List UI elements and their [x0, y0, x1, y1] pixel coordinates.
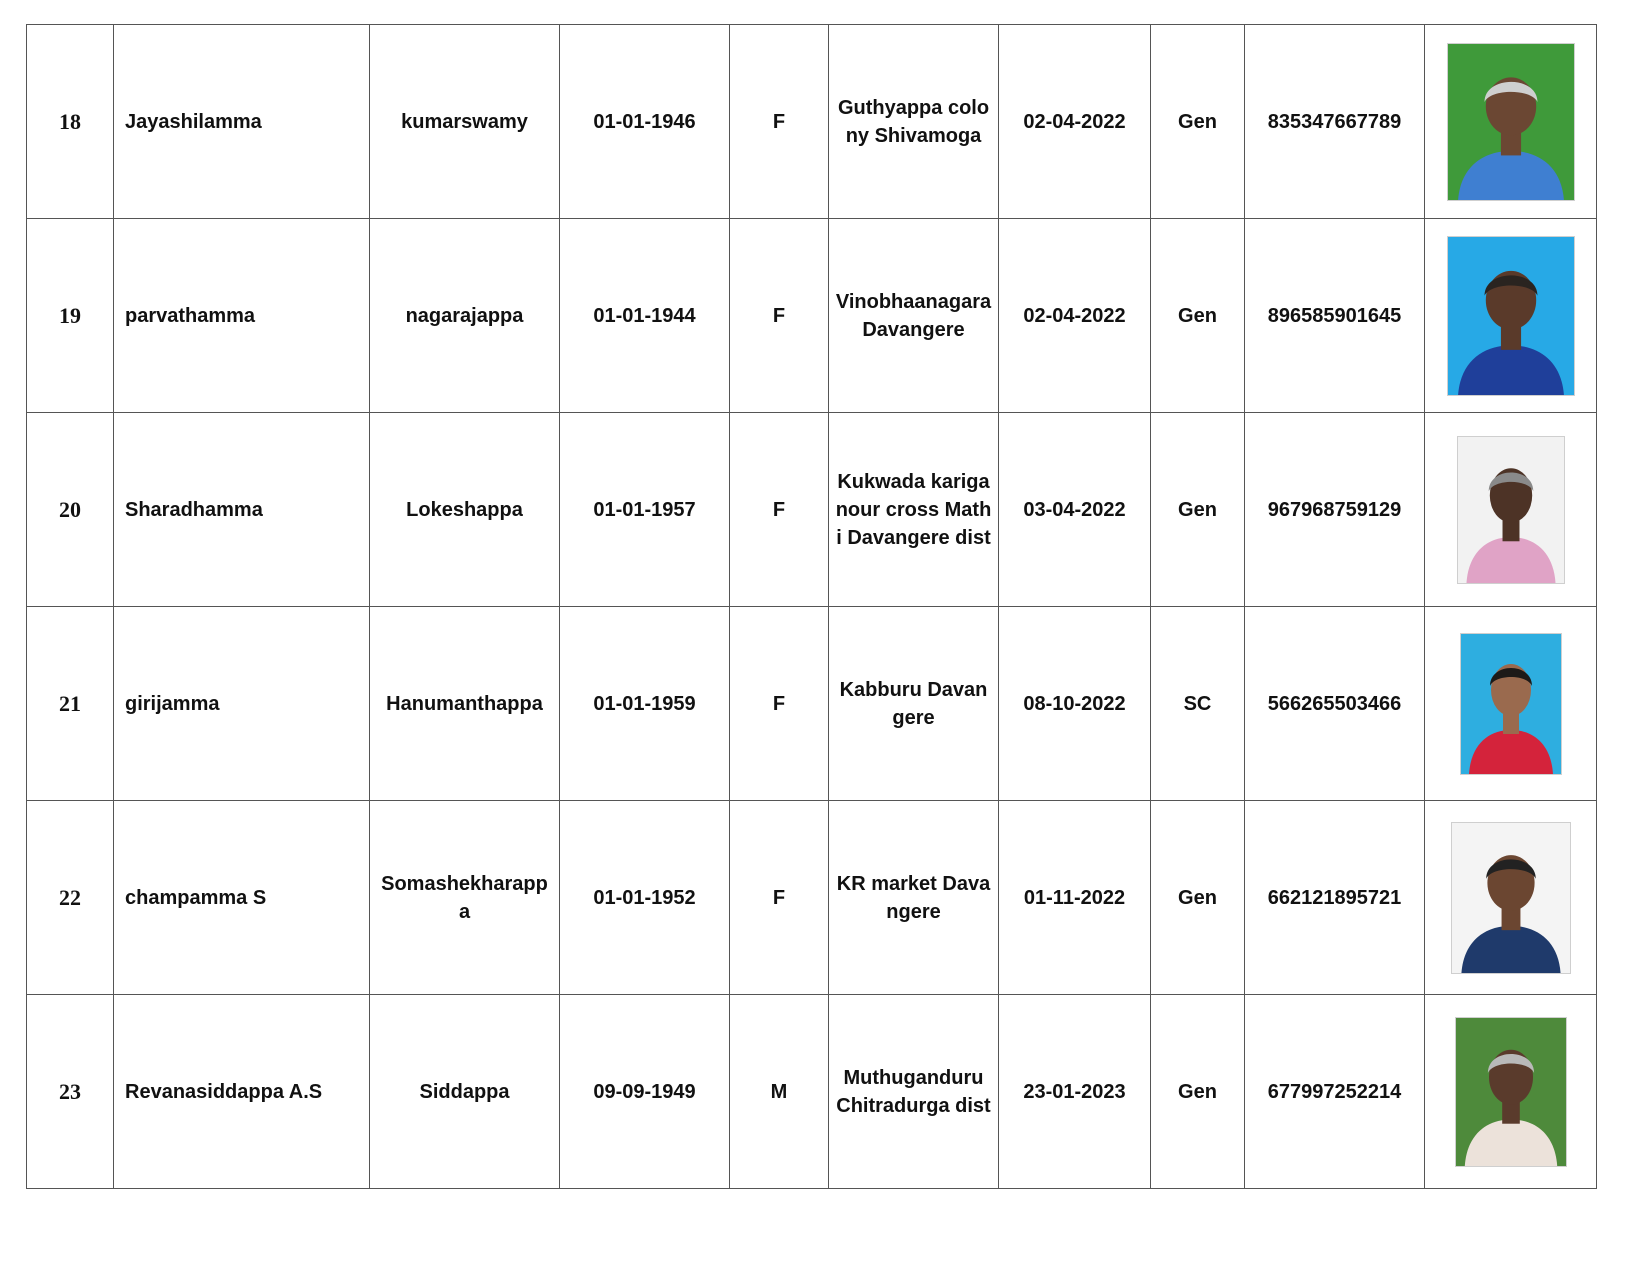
gender-cell: F: [730, 607, 829, 801]
name-cell: champamma S: [114, 801, 370, 995]
aadhaar-number-cell: 566265503466: [1245, 607, 1425, 801]
name-cell: girijamma: [114, 607, 370, 801]
registration-date-cell: 03-04-2022: [999, 413, 1151, 607]
aadhaar-number-cell: 896585901645: [1245, 219, 1425, 413]
category-cell: Gen: [1151, 25, 1245, 219]
beneficiary-photo: [1447, 43, 1575, 201]
table-row: [27, 801, 1597, 995]
aadhaar-number-cell: 677997252214: [1245, 995, 1425, 1189]
table-row: [27, 25, 1597, 219]
gender-cell: F: [730, 801, 829, 995]
aadhaar-number-cell: 662121895721: [1245, 801, 1425, 995]
date-of-birth-cell: 01-01-1944: [560, 219, 730, 413]
guardian-name-cell: kumarswamy: [370, 25, 560, 219]
portrait-silhouette: [1458, 437, 1564, 583]
serial-number-cell: 21: [27, 607, 114, 801]
table-row: [27, 995, 1597, 1189]
category-cell: Gen: [1151, 995, 1245, 1189]
registration-date-cell: 23-01-2023: [999, 995, 1151, 1189]
date-of-birth-cell: 01-01-1959: [560, 607, 730, 801]
portrait-silhouette: [1448, 44, 1574, 200]
photo-cell: [1425, 25, 1597, 219]
date-of-birth-cell: 01-01-1952: [560, 801, 730, 995]
registration-date-cell: 02-04-2022: [999, 25, 1151, 219]
photo-cell: [1425, 413, 1597, 607]
table-row: [27, 607, 1597, 801]
photo-cell: [1425, 607, 1597, 801]
name-cell: Jayashilamma: [114, 25, 370, 219]
portrait-silhouette: [1456, 1018, 1566, 1166]
serial-number-cell: 19: [27, 219, 114, 413]
beneficiary-photo: [1457, 436, 1565, 584]
beneficiary-photo: [1447, 236, 1575, 396]
gender-cell: F: [730, 25, 829, 219]
category-cell: Gen: [1151, 413, 1245, 607]
category-cell: Gen: [1151, 801, 1245, 995]
table-body: [27, 25, 1597, 1189]
guardian-name-cell: Siddappa: [370, 995, 560, 1189]
beneficiary-photo: [1451, 822, 1571, 974]
serial-number-cell: 22: [27, 801, 114, 995]
name-cell: parvathamma: [114, 219, 370, 413]
table-row: [27, 413, 1597, 607]
table-row: [27, 219, 1597, 413]
address-cell: Muthuganduru Chitradurga dist: [829, 995, 999, 1189]
registration-date-cell: 01-11-2022: [999, 801, 1151, 995]
aadhaar-number-cell: 835347667789: [1245, 25, 1425, 219]
address-cell: Guthyappa colony Shivamoga: [829, 25, 999, 219]
gender-cell: M: [730, 995, 829, 1189]
address-cell: Vinobhaanagara Davangere: [829, 219, 999, 413]
gender-cell: F: [730, 413, 829, 607]
beneficiary-table: [26, 24, 1597, 1189]
serial-number-cell: 23: [27, 995, 114, 1189]
guardian-name-cell: Hanumanthappa: [370, 607, 560, 801]
beneficiary-photo: [1455, 1017, 1567, 1167]
date-of-birth-cell: 01-01-1957: [560, 413, 730, 607]
photo-cell: [1425, 995, 1597, 1189]
guardian-name-cell: Lokeshappa: [370, 413, 560, 607]
address-cell: KR market Davangere: [829, 801, 999, 995]
name-cell: Sharadhamma: [114, 413, 370, 607]
portrait-silhouette: [1448, 237, 1574, 395]
photo-cell: [1425, 219, 1597, 413]
guardian-name-cell: nagarajappa: [370, 219, 560, 413]
serial-number-cell: 18: [27, 25, 114, 219]
guardian-name-cell: Somashekharappa: [370, 801, 560, 995]
gender-cell: F: [730, 219, 829, 413]
date-of-birth-cell: 01-01-1946: [560, 25, 730, 219]
portrait-silhouette: [1452, 823, 1570, 973]
address-cell: Kukwada kariganour cross Mathi Davangere dist: [829, 413, 999, 607]
beneficiary-photo: [1460, 633, 1562, 775]
serial-number-cell: 20: [27, 413, 114, 607]
aadhaar-number-cell: 967968759129: [1245, 413, 1425, 607]
photo-cell: [1425, 801, 1597, 995]
registration-date-cell: 08-10-2022: [999, 607, 1151, 801]
date-of-birth-cell: 09-09-1949: [560, 995, 730, 1189]
portrait-silhouette: [1461, 634, 1561, 774]
category-cell: SC: [1151, 607, 1245, 801]
name-cell: Revanasiddappa A.S: [114, 995, 370, 1189]
category-cell: Gen: [1151, 219, 1245, 413]
registration-date-cell: 02-04-2022: [999, 219, 1151, 413]
address-cell: Kabburu Davangere: [829, 607, 999, 801]
